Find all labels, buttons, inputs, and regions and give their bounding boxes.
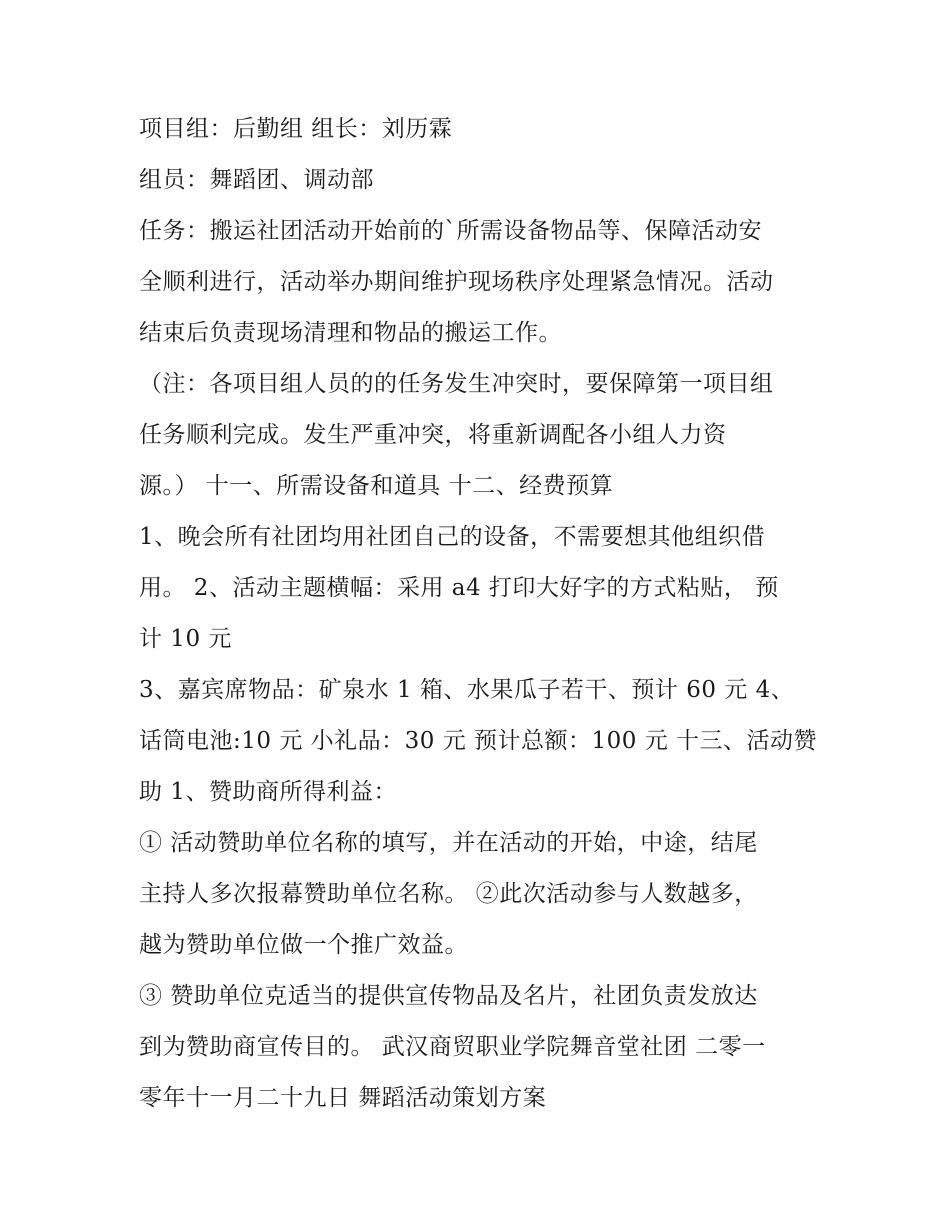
text-line-budget-item-3: 3、嘉宾席物品：矿泉水 1 箱、水果瓜子若干、预计 60 元 4、 xyxy=(139,677,795,703)
text-line-signature: 到为赞助商宣传目的。 武汉商贸职业学院舞音堂社团 二零一 xyxy=(139,1034,766,1060)
text-line-section-headings: 源。） 十一、所需设备和道具 十二、经费预算 xyxy=(139,473,614,499)
text-line-benefit-2: 主持人多次报幕赞助单位名称。 ②此次活动参与人数越多， xyxy=(139,881,758,907)
text-line-note-cont: 任务顺利完成。发生严重冲突，将重新调配各小组人力资 xyxy=(139,422,727,448)
text-line-logistics-group: 项目组：后勤组 组长：刘历霖 xyxy=(139,116,453,142)
text-line-task-cont: 全顺利进行，活动举办期间维护现场秩序处理紧急情况。活动 xyxy=(139,269,774,295)
text-line-benefit-3: ③ 赞助单位克适当的提供宣传物品及名片，社团负责发放达 xyxy=(139,983,758,1009)
text-line-members: 组员：舞蹈团、调动部 xyxy=(139,167,374,193)
text-line-task-end: 结束后负责现场清理和物品的搬运工作。 xyxy=(139,320,562,346)
text-line-note: （注：各项目组人员的的任务发生冲突时，要保障第一项目组 xyxy=(139,371,774,397)
text-line-budget-item-1: 1、晚会所有社团均用社团自己的设备，不需要想其他组织借 xyxy=(139,524,766,550)
text-line-budget-item-2: 用。 2、活动主题横幅：采用 a4 打印大好字的方式粘贴， 预 xyxy=(139,575,779,601)
text-line-sponsor-benefits: 助 1、赞助商所得利益： xyxy=(139,779,397,805)
text-line-budget-total: 话筒电池:10 元 小礼品：30 元 预计总额：100 元 十三、活动赞 xyxy=(139,728,818,754)
text-line-benefit-1: ① 活动赞助单位名称的填写，并在活动的开始，中途，结尾 xyxy=(139,830,758,856)
text-line-task: 任务：搬运社团活动开始前的`所需设备物品等、保障活动安 xyxy=(139,218,762,244)
text-line-date-title: 零年十一月二十九日 舞蹈活动策划方案 xyxy=(139,1085,547,1111)
text-line-benefit-2-end: 越为赞助单位做一个推广效益。 xyxy=(139,932,468,958)
text-line-budget-item-2-end: 计 10 元 xyxy=(139,626,232,652)
